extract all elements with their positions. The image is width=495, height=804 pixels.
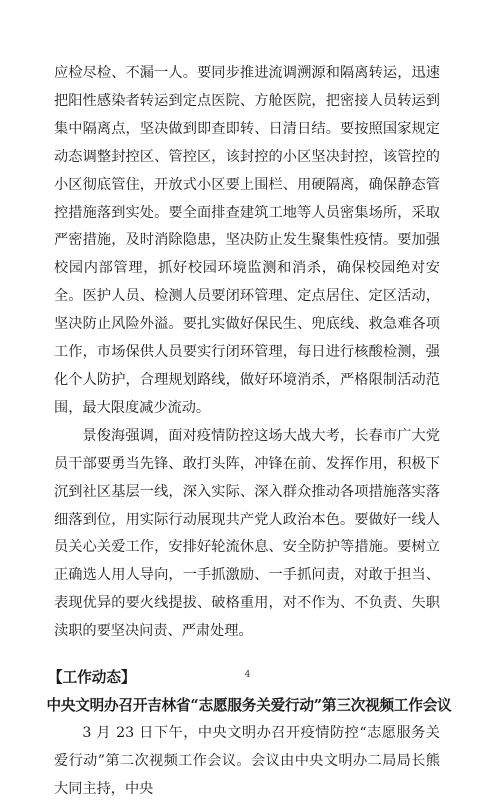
article-title: 中央文明办召开吉林省“志愿服务关爱行动”第三次视频工作会议 (46, 697, 452, 715)
section-label-work-updates: 【工作动态】 (48, 669, 136, 687)
paragraph-continuation: 应检尽检、不漏一人。要同步推进流调溯源和隔离转运，迅速把阳性感染者转运到定点医院、方舱医院，把密接人员转运到集中隔离点，坚决做到即查即转、日清日结。要按照国家规定动态调整封控区、管控区，该封控的小区坚决封控，该管控的小区彻底管住，开放式小区要上围栏、用硬隔离，确保静态管控措施落到实处。要全面排查建筑工地等人员密集场所，采取严密措施，及时消除隐患，坚决防止发生聚集性疫情。要加强校园内部管理，抓好校园环境监测和消杀，确保校园绝对安全。医护人员、检测人员要闭环管理、定点居住、定区活动，坚决防止风险外溢。要扎实做好保民生、兜底线、救急难各项工作，市场保供人员要实行闭环管理，每日进行核酸检测，强化个人防护，合理规划路线，做好环境消杀，严格限制活动范围，最大限度减少流动。 (54, 65, 440, 416)
page-number: 4 (244, 670, 251, 680)
article-lead-paragraph: 3 月 23 日下午，中央文明办召开疫情防控“志愿服务关爱行动”第二次视频工作会议。会议由中央文明办二局局长熊大同主持，中央 (54, 725, 440, 797)
document-body (46, 60, 452, 804)
paragraph-jing-junhai: 景俊海强调，面对疫情防控这场大战大考，长春市广大党员干部要勇当先锋、敢打头阵，冲锋在前、发挥作用，积极下沉到社区基层一线，深入实际、深入群众推动各项措施落实落细落到位，用实际行动展现共产党人政治本色。要做好一线人员关心关爱工作，安排好轮流休息、安全防护等措施。要树立正确选人用人导向，一手抓激励、一手抓问责，对敢于担当、表现优异的要火线提拔、破格重用，对不作为、不负责、失职渎职的要坚决问责、严肃处理。 (54, 427, 440, 640)
